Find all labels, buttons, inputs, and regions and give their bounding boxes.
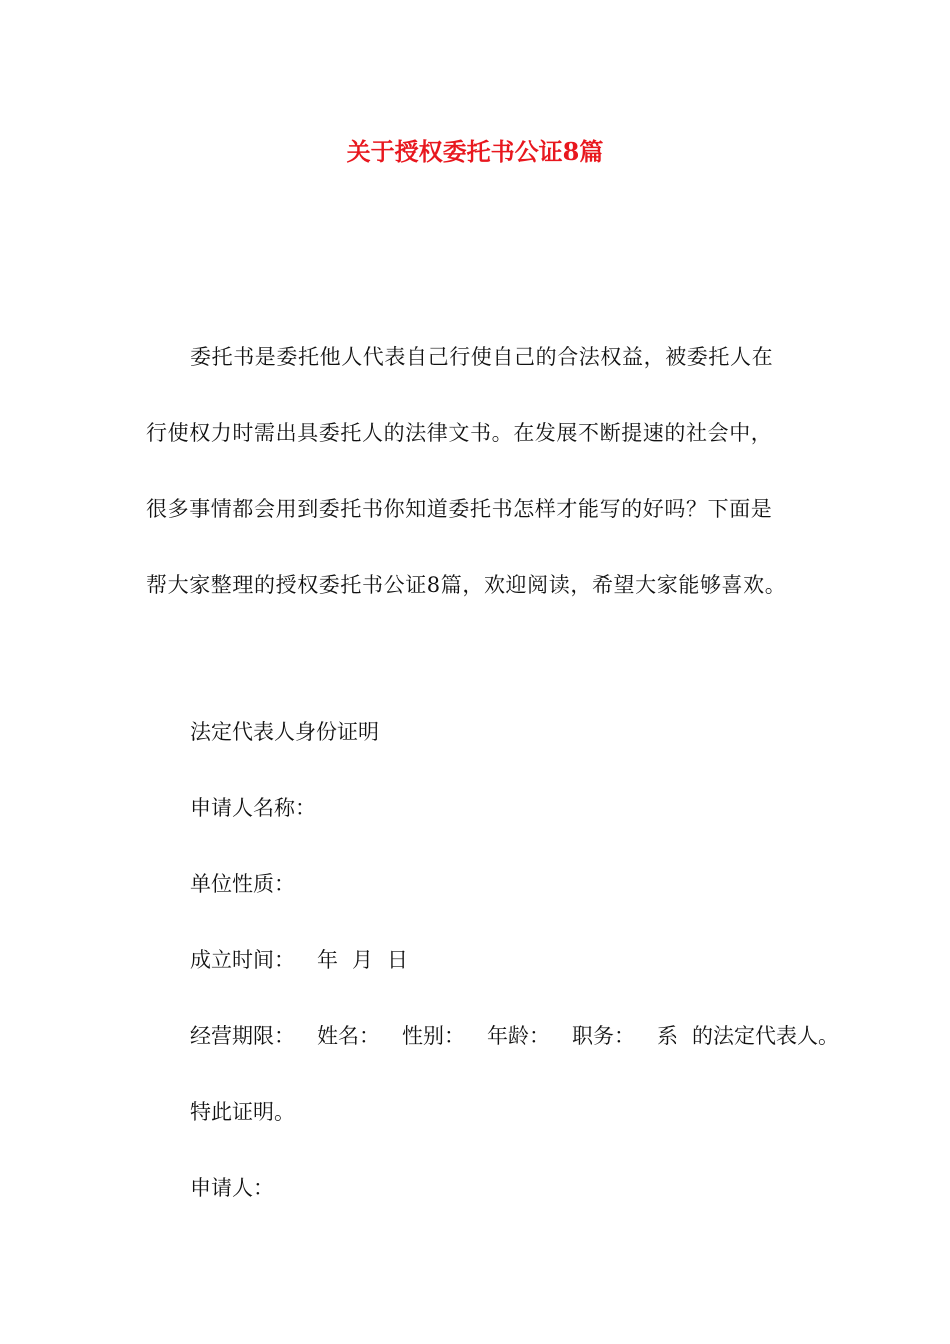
established-date-row xyxy=(190,922,830,998)
gender-label: 性别： xyxy=(402,1024,465,1048)
name-label: 姓名： xyxy=(317,1024,380,1048)
day-label: 日 xyxy=(387,948,408,972)
document-title: 关于授权委托书公证8篇 xyxy=(346,137,604,166)
month-label: 月 xyxy=(352,948,373,972)
applicant-row xyxy=(190,1150,830,1226)
legal-rep-certificate-form xyxy=(190,694,839,1226)
applicant-name-label: 申请人名称： xyxy=(190,796,316,820)
position-label: 职务： xyxy=(572,1024,635,1048)
intro-line: 行使权力时需出具委托人的法律文书。在发展不断提速的社会中， xyxy=(146,421,773,445)
term-label: 经营期限： xyxy=(190,1024,295,1048)
unit-nature-row xyxy=(190,846,830,922)
certify-text: 特此证明。 xyxy=(190,1100,295,1124)
age-label: 年龄： xyxy=(487,1024,550,1048)
unit-nature-label: 单位性质： xyxy=(190,872,295,896)
legal-rep-text: 的法定代表人。 xyxy=(692,1024,839,1048)
form-heading: 法定代表人身份证明 xyxy=(190,720,379,744)
year-label: 年 xyxy=(317,948,338,972)
intro-line: 帮大家整理的授权委托书公证8篇，欢迎阅读，希望大家能够喜欢。 xyxy=(146,573,787,597)
is-word: 系 xyxy=(657,1024,678,1048)
intro-line: 委托书是委托他人代表自己行使自己的合法权益，被委托人在 xyxy=(190,345,774,369)
established-label: 成立时间： xyxy=(190,948,295,972)
certify-row xyxy=(190,1074,830,1150)
applicant-label: 申请人： xyxy=(190,1176,274,1200)
applicant-name-row xyxy=(190,770,830,846)
intro-line: 很多事情都会用到委托书你知道委托书怎样才能写的好吗？下面是 xyxy=(146,497,773,521)
term-and-person-row xyxy=(190,998,839,1074)
intro-paragraph xyxy=(146,319,816,623)
